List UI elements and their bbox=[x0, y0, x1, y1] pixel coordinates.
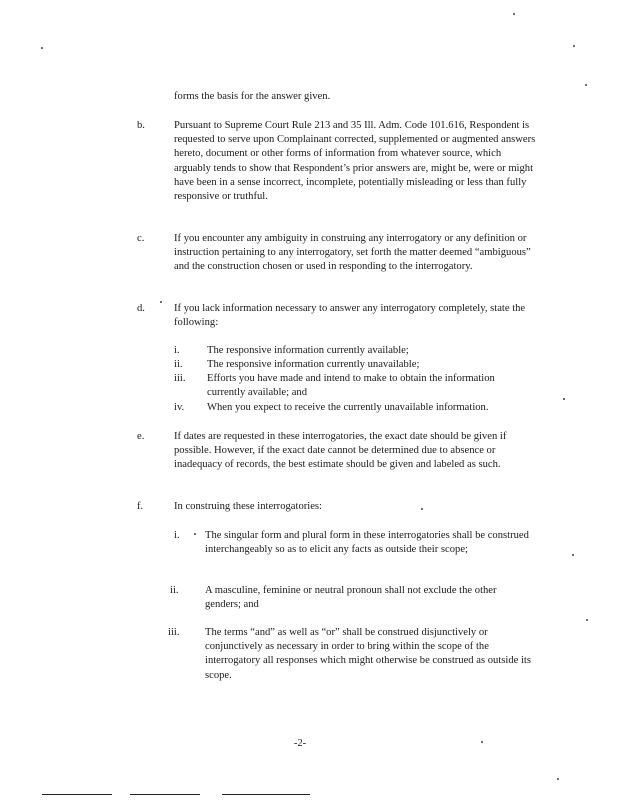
subitem-text-d-i: The responsive information currently available; bbox=[207, 345, 409, 356]
item-text-f: In construing these interrogatories: bbox=[174, 501, 322, 512]
scan-speck bbox=[41, 47, 43, 49]
item-label-d: d. bbox=[137, 303, 145, 314]
footer-line-2 bbox=[130, 794, 200, 795]
footer-line-1 bbox=[42, 794, 112, 795]
scan-speck bbox=[160, 301, 162, 303]
subitem-label-f-ii: ii. bbox=[170, 585, 179, 596]
page-number: -2- bbox=[293, 738, 307, 749]
subitem-label-d-iv: iv. bbox=[174, 402, 185, 413]
item-text-d: If you lack information necessary to answer any interrogatory completely, state the following: bbox=[174, 303, 526, 329]
subitem-text-d-ii: The responsive information currently unavailable; bbox=[207, 359, 420, 370]
subitem-label-f-i: i. bbox=[174, 530, 180, 541]
scan-speck bbox=[421, 508, 423, 510]
scan-speck bbox=[563, 398, 565, 400]
item-label-c: c. bbox=[137, 233, 145, 244]
item-text-c: If you encounter any ambiguity in construing any interrogatory or any definition or instruction pertaining to any interrogatory, set forth the matter deemed “ambiguous” and the construction chosen or used in responding to the interrogatory. bbox=[174, 233, 531, 273]
item-label-e: e. bbox=[137, 431, 145, 442]
subitem-text-f-i: The singular form and plural form in these interrogatories shall be construed interchangeably so as to elicit any facts as outside their scope; bbox=[205, 530, 529, 556]
item-text-e: If dates are requested in these interrogatories, the exact date should be given if possible. However, if the exact date cannot be determined due to absence or inadequacy of records, the best estimate should be given and labeled as such. bbox=[174, 431, 507, 471]
subitem-label-d-ii: ii. bbox=[174, 359, 183, 370]
scan-speck bbox=[481, 741, 483, 743]
item-text-b: Pursuant to Supreme Court Rule 213 and 35 Ill. Adm. Code 101.616, Respondent is requested to serve upon Complainant corrected, supplemented or augmented answers hereto, document or other forms of information from whatever source, which arguably tends to show that Respondent’s prior answers are, might be, were or might have been in a sense incorrect, incomplete, potentially misleading or less than fully responsive or truthful. bbox=[174, 120, 536, 203]
scan-speck bbox=[513, 13, 515, 15]
scan-speck bbox=[557, 778, 559, 780]
scan-speck bbox=[586, 619, 588, 621]
subitem-text-d-iii: Efforts you have made and intend to make to obtain the information currently available; and bbox=[207, 373, 495, 399]
item-label-b: b. bbox=[137, 120, 145, 131]
intro-fragment: forms the basis for the answer given. bbox=[174, 91, 331, 102]
scan-speck bbox=[585, 84, 587, 86]
footer-line-3 bbox=[222, 794, 310, 795]
scan-speck bbox=[572, 554, 574, 556]
subitem-text-f-ii: A masculine, feminine or neutral pronoun shall not exclude the other genders; and bbox=[205, 585, 497, 611]
subitem-text-f-iii: The terms “and” as well as “or” shall be construed disjunctively or conjunctively as necessary in order to bring within the scope of the interrogatory all responses which might otherwise be construed as outside its scope. bbox=[205, 627, 531, 681]
subitem-label-d-i: i. bbox=[174, 345, 180, 356]
scan-speck bbox=[573, 45, 575, 47]
subitem-label-d-iii: iii. bbox=[174, 373, 186, 384]
subitem-label-f-iii: iii. bbox=[168, 627, 180, 638]
subitem-text-d-iv: When you expect to receive the currently unavailable information. bbox=[207, 402, 489, 413]
item-label-f: f. bbox=[137, 501, 144, 512]
scan-speck bbox=[194, 533, 196, 535]
